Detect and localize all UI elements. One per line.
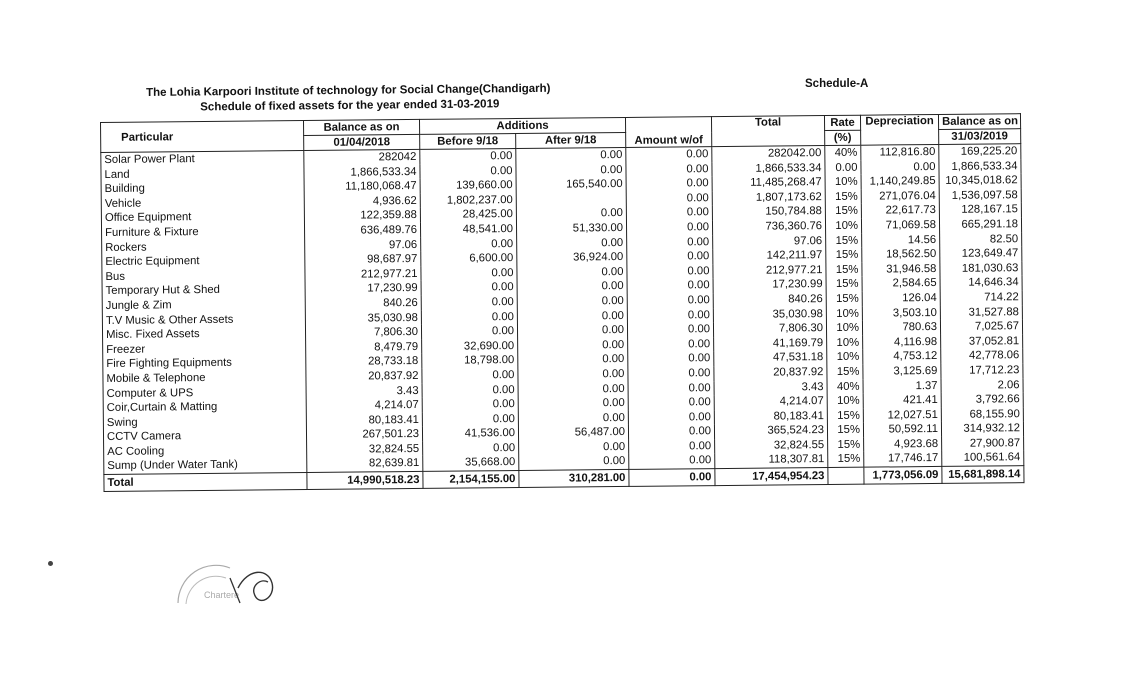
cell-amount-written-off: 0.00 <box>626 162 712 177</box>
cell-particular: Land <box>101 166 304 183</box>
cell-additions-after: 0.00 <box>518 338 628 354</box>
cell-additions-after: 0.00 <box>519 440 629 456</box>
cell-additions-after: 0.00 <box>517 279 627 295</box>
cell-balance-closing: 100,561.64 <box>942 451 1024 467</box>
cell-total: 35,030.98 <box>713 307 826 323</box>
cell-balance-closing: 14,646.34 <box>940 276 1022 291</box>
cell-depreciation: 12,027.51 <box>863 408 941 423</box>
cell-total: 1,866,533.34 <box>712 161 825 177</box>
col-depreciation: Depreciation <box>860 114 938 145</box>
cell-amount-written-off: 0.00 <box>626 147 712 163</box>
cell-depreciation: 4,753.12 <box>863 349 941 364</box>
cell-additions-after: 0.00 <box>516 206 626 222</box>
total-additions-before: 2,154,155.00 <box>423 471 519 489</box>
cell-amount-written-off: 0.00 <box>629 454 715 470</box>
cell-additions-after: 51,330.00 <box>516 221 626 237</box>
cell-total: 365,524.23 <box>714 423 827 439</box>
total-balance-opening: 14,990,518.23 <box>307 471 423 489</box>
cell-total: 840.26 <box>713 292 826 308</box>
cell-particular: Swing <box>103 414 306 431</box>
cell-total: 32,824.55 <box>715 438 828 454</box>
col-balance-end-date: 31/03/2019 <box>939 129 1021 145</box>
cell-additions-after: 36,924.00 <box>517 250 627 266</box>
cell-depreciation: 2,584.65 <box>862 276 940 291</box>
cell-depreciation: 780.63 <box>862 320 940 335</box>
cell-balance-opening: 11,180,068.47 <box>304 179 420 195</box>
cell-total: 3.43 <box>714 380 827 396</box>
total-amount-written-off: 0.00 <box>629 469 715 487</box>
cell-amount-written-off: 0.00 <box>628 366 714 381</box>
cell-balance-closing: 1,866,533.34 <box>939 159 1021 174</box>
cell-balance-closing: 714.22 <box>940 290 1022 305</box>
col-total: Total <box>711 116 824 147</box>
cell-additions-after: 0.00 <box>516 147 626 163</box>
cell-depreciation: 31,946.58 <box>862 262 940 277</box>
cell-particular: Building <box>101 180 304 197</box>
cell-balance-opening: 28,733.18 <box>306 354 422 370</box>
cell-total: 11,485,268.47 <box>712 175 825 191</box>
cell-balance-closing: 37,052.81 <box>941 334 1023 349</box>
cell-amount-written-off: 0.00 <box>629 439 715 454</box>
cell-balance-closing: 3,792.66 <box>941 392 1023 407</box>
cell-balance-opening: 282042 <box>304 149 420 165</box>
cell-amount-written-off: 0.00 <box>627 235 713 250</box>
cell-additions-before: 0.00 <box>420 149 516 165</box>
cell-additions-before: 0.00 <box>421 266 517 282</box>
cell-depreciation: 421.41 <box>863 393 941 408</box>
cell-depreciation: 4,923.68 <box>864 437 942 452</box>
cell-additions-after: 0.00 <box>518 381 628 397</box>
cell-amount-written-off: 0.00 <box>627 308 713 323</box>
col-written-off: Amount w/of <box>625 117 711 148</box>
cell-additions-before: 0.00 <box>421 310 517 326</box>
cell-rate: 10% <box>825 219 861 234</box>
cell-additions-before: 28,425.00 <box>420 207 516 223</box>
cell-total: 17,230.99 <box>713 277 826 293</box>
cell-rate: 10% <box>826 306 862 321</box>
cell-amount-written-off: 0.00 <box>626 176 712 191</box>
cell-rate: 15% <box>828 438 864 453</box>
cell-total: 118,307.81 <box>715 452 828 468</box>
cell-balance-opening: 840.26 <box>305 296 421 312</box>
cell-depreciation: 1.37 <box>863 378 941 393</box>
cell-particular: CCTV Camera <box>103 428 306 445</box>
total-balance-closing: 15,681,898.14 <box>942 466 1024 484</box>
schedule-subtitle: Schedule of fixed assets for the year ended 31-03-2019 <box>200 98 500 114</box>
cell-total: 142,211.97 <box>713 248 826 264</box>
cell-balance-closing: 181,030.63 <box>940 261 1022 276</box>
fixed-assets-table <box>100 113 1025 492</box>
cell-additions-before: 0.00 <box>421 280 517 296</box>
cell-depreciation: 50,592.11 <box>863 422 941 437</box>
cell-amount-written-off: 0.00 <box>626 206 712 221</box>
cell-balance-closing: 27,900.87 <box>942 436 1024 451</box>
cell-amount-written-off: 0.00 <box>628 395 714 410</box>
cell-additions-after: 165,540.00 <box>516 177 626 193</box>
cell-additions-before: 139,660.00 <box>420 178 516 194</box>
cell-additions-after: 0.00 <box>517 294 627 310</box>
cell-depreciation: 0.00 <box>861 160 939 175</box>
cell-balance-closing: 128,167.15 <box>939 203 1021 218</box>
cell-particular: Freezer <box>103 341 306 358</box>
cell-rate: 40% <box>825 145 861 160</box>
total-particular: Total <box>104 473 307 492</box>
cell-balance-closing: 169,225.20 <box>939 144 1021 160</box>
cell-balance-opening: 4,936.62 <box>304 194 420 210</box>
cell-balance-closing: 7,025.67 <box>940 319 1022 334</box>
cell-amount-written-off: 0.00 <box>627 322 713 337</box>
cell-rate: 15% <box>826 233 862 248</box>
cell-total: 47,531.18 <box>714 350 827 366</box>
cell-additions-before: 0.00 <box>421 237 517 253</box>
cell-particular: Mobile & Telephone <box>103 370 306 387</box>
cell-balance-closing: 665,291.18 <box>939 217 1021 232</box>
cell-total: 20,837.92 <box>714 365 827 381</box>
cell-balance-opening: 97.06 <box>305 237 421 253</box>
cell-particular: Sump (Under Water Tank) <box>104 457 307 474</box>
cell-additions-after: 0.00 <box>518 396 628 412</box>
cell-rate: 15% <box>827 408 863 423</box>
cell-depreciation: 22,617.73 <box>861 203 939 218</box>
cell-balance-opening: 3.43 <box>306 383 422 399</box>
cell-total: 4,214.07 <box>714 394 827 410</box>
col-balance-on: Balance as on <box>303 119 419 135</box>
cell-depreciation: 71,069.58 <box>861 218 939 233</box>
institute-name: The Lohia Karpoori Institute of technology for Social Change(Chandigarh) <box>146 82 551 99</box>
cell-particular: Jungle & Zim <box>102 297 305 314</box>
cell-amount-written-off: 0.00 <box>626 220 712 235</box>
cell-rate: 10% <box>827 335 863 350</box>
cell-particular: Office Equipment <box>101 209 304 226</box>
cell-depreciation: 1,140,249.85 <box>861 174 939 189</box>
col-particular: Particular <box>101 121 304 153</box>
cell-rate: 15% <box>826 277 862 292</box>
cell-particular: Solar Power Plant <box>101 151 304 168</box>
col-before: Before 9/18 <box>420 134 516 150</box>
cell-additions-before: 0.00 <box>421 324 517 340</box>
cell-rate: 15% <box>826 292 862 307</box>
cell-balance-opening: 122,359.88 <box>304 208 420 224</box>
cell-total: 41,169.79 <box>714 336 827 352</box>
cell-additions-after <box>516 192 626 208</box>
cell-additions-before: 0.00 <box>423 441 519 457</box>
cell-balance-opening: 82,639.81 <box>307 456 423 472</box>
cell-additions-after: 0.00 <box>517 265 627 281</box>
cell-particular: Misc. Fixed Assets <box>102 326 305 343</box>
col-after: After 9/18 <box>516 132 626 148</box>
cell-additions-before: 6,600.00 <box>421 251 517 267</box>
cell-additions-before: 0.00 <box>422 412 518 428</box>
cell-balance-closing: 17,712.23 <box>941 363 1023 378</box>
cell-rate: 15% <box>825 204 861 219</box>
cell-balance-closing: 31,527.88 <box>940 305 1022 320</box>
cell-rate: 15% <box>828 452 864 467</box>
cell-total: 80,183.41 <box>714 409 827 425</box>
cell-particular: Bus <box>102 268 305 285</box>
cell-particular: Fire Fighting Equipments <box>103 355 306 372</box>
cell-balance-closing: 68,155.90 <box>941 407 1023 422</box>
cell-particular: Furniture & Fixture <box>101 224 304 241</box>
cell-amount-written-off: 0.00 <box>628 351 714 366</box>
cell-rate: 10% <box>827 394 863 409</box>
cell-depreciation: 271,076.04 <box>861 189 939 204</box>
cell-balance-opening: 212,977.21 <box>305 267 421 283</box>
total-total: 17,454,954.23 <box>715 468 828 486</box>
cell-balance-opening: 17,230.99 <box>305 281 421 297</box>
cell-depreciation: 17,746.17 <box>864 451 942 467</box>
cell-amount-written-off: 0.00 <box>628 381 714 396</box>
cell-total: 282042.00 <box>712 146 825 162</box>
cell-additions-after: 56,487.00 <box>518 425 628 441</box>
total-depreciation: 1,773,056.09 <box>864 466 942 484</box>
cell-rate: 40% <box>827 379 863 394</box>
cell-rate: 10% <box>826 321 862 336</box>
auditor-stamp <box>168 548 288 608</box>
cell-amount-written-off: 0.00 <box>627 293 713 308</box>
cell-additions-after: 0.00 <box>517 308 627 324</box>
cell-balance-closing: 42,778.06 <box>941 348 1023 363</box>
cell-additions-after: 0.00 <box>519 454 629 470</box>
col-additions: Additions <box>419 117 625 134</box>
document-title <box>146 82 551 116</box>
cell-additions-after: 0.00 <box>517 323 627 339</box>
cell-amount-written-off: 0.00 <box>628 424 714 439</box>
cell-balance-opening: 1,866,533.34 <box>304 165 420 181</box>
cell-additions-before: 41,536.00 <box>422 426 518 442</box>
cell-balance-closing: 2.06 <box>941 378 1023 393</box>
cell-particular: Electric Equipment <box>102 253 305 270</box>
cell-balance-closing: 1,536,097.58 <box>939 188 1021 203</box>
cell-additions-before: 0.00 <box>422 382 518 398</box>
col-rate: Rate <box>824 115 860 130</box>
cell-balance-opening: 35,030.98 <box>305 310 421 326</box>
cell-balance-opening: 80,183.41 <box>306 413 422 429</box>
total-additions-after: 310,281.00 <box>519 470 629 488</box>
cell-particular: AC Cooling <box>104 443 307 460</box>
cell-rate: 0.00 <box>825 160 861 175</box>
cell-additions-after: 0.00 <box>518 367 628 383</box>
cell-amount-written-off: 0.00 <box>627 278 713 293</box>
cell-total: 1,807,173.62 <box>712 190 825 206</box>
cell-additions-before: 18,798.00 <box>422 353 518 369</box>
total-rate <box>828 467 864 484</box>
cell-additions-before: 1,802,237.00 <box>420 193 516 209</box>
cell-particular: Temporary Hut & Shed <box>102 282 305 299</box>
cell-balance-closing: 10,345,018.62 <box>939 173 1021 188</box>
cell-balance-opening: 8,479.79 <box>306 340 422 356</box>
cell-additions-before: 35,668.00 <box>423 455 519 471</box>
cell-amount-written-off: 0.00 <box>626 191 712 206</box>
cell-rate: 10% <box>825 175 861 190</box>
cell-total: 736,360.76 <box>712 219 825 235</box>
col-balance-end: Balance as on <box>938 114 1020 130</box>
cell-balance-closing: 82.50 <box>940 232 1022 247</box>
cell-depreciation: 3,503.10 <box>862 305 940 320</box>
cell-additions-after: 0.00 <box>518 411 628 427</box>
cell-rate: 10% <box>827 350 863 365</box>
cell-additions-before: 0.00 <box>422 368 518 384</box>
cell-balance-opening: 20,837.92 <box>306 369 422 385</box>
cell-additions-after: 0.00 <box>518 352 628 368</box>
cell-total: 212,977.21 <box>713 263 826 279</box>
cell-particular: Vehicle <box>101 195 304 212</box>
schedule-label: Schedule-A <box>805 78 869 90</box>
cell-rate: 15% <box>826 262 862 277</box>
ink-dot <box>48 561 53 566</box>
cell-additions-before: 0.00 <box>422 397 518 413</box>
cell-depreciation: 14.56 <box>862 233 940 248</box>
cell-balance-closing: 123,649.47 <box>940 246 1022 261</box>
cell-additions-before: 0.00 <box>420 164 516 180</box>
cell-rate: 15% <box>826 248 862 263</box>
cell-depreciation: 3,125.69 <box>863 364 941 379</box>
cell-balance-opening: 7,806.30 <box>305 325 421 341</box>
cell-depreciation: 126.04 <box>862 291 940 306</box>
cell-total: 7,806.30 <box>713 321 826 337</box>
cell-rate: 15% <box>825 189 861 204</box>
cell-depreciation: 112,816.80 <box>861 144 939 160</box>
cell-amount-written-off: 0.00 <box>627 264 713 279</box>
cell-additions-before: 0.00 <box>421 295 517 311</box>
cell-balance-opening: 636,489.76 <box>304 223 420 239</box>
cell-amount-written-off: 0.00 <box>627 249 713 264</box>
cell-balance-opening: 32,824.55 <box>307 442 423 458</box>
cell-particular: Rockers <box>102 239 305 256</box>
cell-balance-opening: 4,214.07 <box>306 398 422 414</box>
col-rate-unit: (%) <box>825 130 861 145</box>
svg-text:Chartere: Chartere <box>204 590 240 600</box>
cell-additions-before: 48,541.00 <box>420 222 516 238</box>
cell-total: 97.06 <box>713 234 826 250</box>
cell-amount-written-off: 0.00 <box>628 410 714 425</box>
col-balance-on-date: 01/04/2018 <box>304 134 420 150</box>
cell-rate: 15% <box>827 365 863 380</box>
cell-total: 150,784.88 <box>712 204 825 220</box>
cell-particular: T.V Music & Other Assets <box>102 312 305 329</box>
cell-depreciation: 18,562.50 <box>862 247 940 262</box>
cell-particular: Computer & UPS <box>103 385 306 402</box>
cell-balance-opening: 98,687.97 <box>305 252 421 268</box>
cell-additions-after: 0.00 <box>517 236 627 252</box>
cell-additions-after: 0.00 <box>516 163 626 179</box>
cell-balance-opening: 267,501.23 <box>306 427 422 443</box>
cell-additions-before: 32,690.00 <box>422 339 518 355</box>
cell-particular: Coir,Curtain & Matting <box>103 399 306 416</box>
cell-balance-closing: 314,932.12 <box>941 421 1023 436</box>
cell-depreciation: 4,116.98 <box>863 335 941 350</box>
asset-rows <box>101 144 1024 492</box>
cell-rate: 15% <box>827 423 863 438</box>
cell-amount-written-off: 0.00 <box>628 337 714 352</box>
